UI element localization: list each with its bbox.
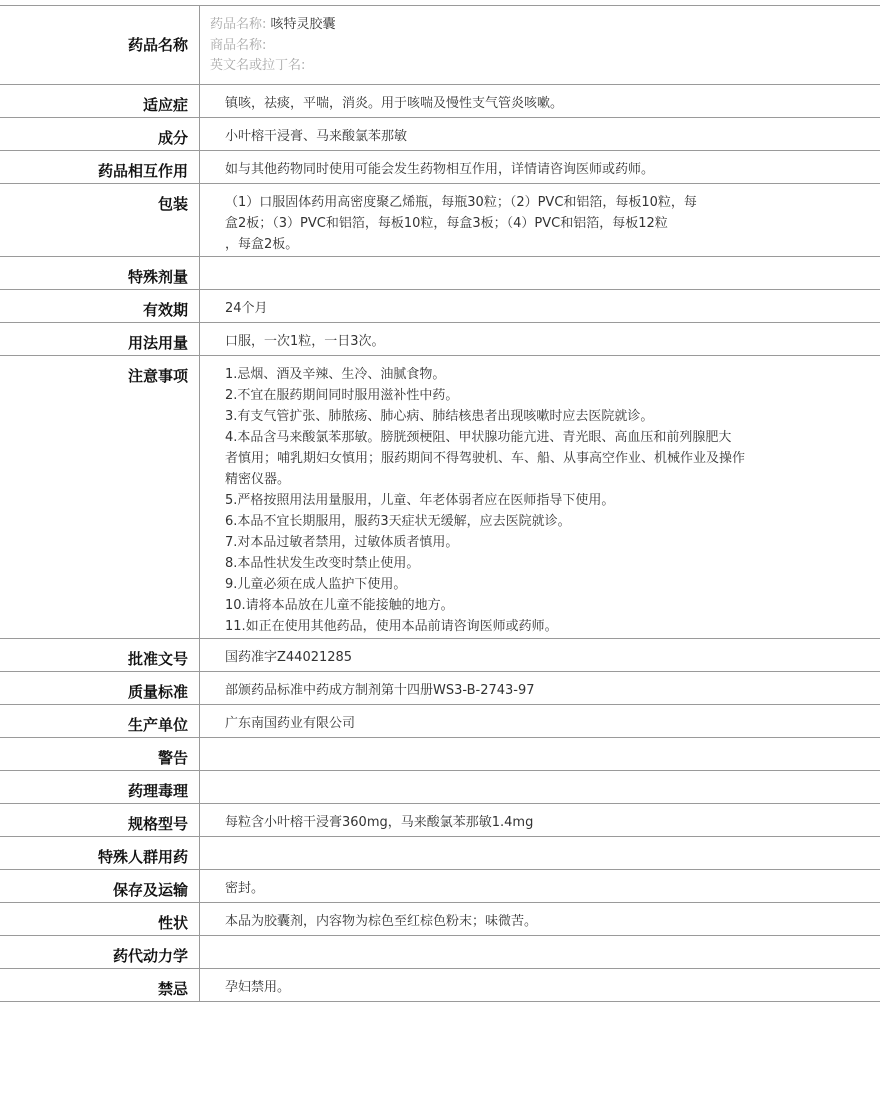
generic-name-value: 咳特灵胶囊 xyxy=(270,17,336,32)
row-interactions xyxy=(0,151,880,184)
precaution-line: 6.本品不宜长期服用，服药3天症状无缓解，应去医院就诊。 xyxy=(225,514,571,529)
row-value: 孕妇禁用。 xyxy=(225,980,291,995)
row-label: 性状 xyxy=(0,903,200,935)
row-special-populations xyxy=(0,837,880,870)
row-value: 密封。 xyxy=(225,881,265,896)
row-label: 包装 xyxy=(0,184,200,256)
row-label: 药品相互作用 xyxy=(0,151,200,183)
row-value: 如与其他药物同时使用可能会发生药物相互作用，详情请咨询医师或药师。 xyxy=(225,162,655,177)
row-contraindications xyxy=(0,969,880,1002)
precaution-line: 4.本品含马来酸氯苯那敏。膀胱颈梗阻、甲状腺功能亢进、青光眼、高血压和前列腺肥大 xyxy=(225,430,732,445)
precaution-line: 精密仪器。 xyxy=(225,472,291,487)
precaution-line: 10.请将本品放在儿童不能接触的地方。 xyxy=(225,598,454,613)
row-value: 国药准字Z44021285 xyxy=(225,650,353,665)
row-label: 特殊人群用药 xyxy=(0,837,200,869)
row-value: 部颁药品标准中药成方制剂第十四册WS3-B-2743-97 xyxy=(225,683,535,698)
row-label: 药理毒理 xyxy=(0,771,200,803)
row-label: 特殊剂量 xyxy=(0,257,200,289)
row-quality-standard xyxy=(0,672,880,705)
row-packaging xyxy=(0,184,880,257)
precaution-line: 7.对本品过敏者禁用，过敏体质者慎用。 xyxy=(225,535,459,550)
row-shelf-life xyxy=(0,290,880,323)
precaution-line: 8.本品性状发生改变时禁止使用。 xyxy=(225,556,420,571)
precaution-line: 1.忌烟、酒及辛辣、生冷、油腻食物。 xyxy=(225,367,446,382)
precaution-line: 2.不宜在服药期间同时服用滋补性中药。 xyxy=(225,388,459,403)
row-label: 质量标准 xyxy=(0,672,200,704)
generic-name-label: 药品名称: xyxy=(210,17,267,32)
row-indications xyxy=(0,85,880,118)
row-value: 广东南国药业有限公司 xyxy=(225,716,356,731)
row-label: 成分 xyxy=(0,118,200,150)
row-ingredients xyxy=(0,118,880,151)
row-label: 注意事项 xyxy=(0,356,200,638)
row-value xyxy=(200,837,880,869)
row-label: 规格型号 xyxy=(0,804,200,836)
row-label: 有效期 xyxy=(0,290,200,322)
row-label: 生产单位 xyxy=(0,705,200,737)
precaution-line: 11.如正在使用其他药品，使用本品前请咨询医师或药师。 xyxy=(225,619,558,634)
drug-spec-table xyxy=(0,5,880,1002)
row-pharmacology xyxy=(0,771,880,804)
english-name-label: 英文名或拉丁名: xyxy=(210,58,306,73)
precaution-line: 9.儿童必须在成人监护下使用。 xyxy=(225,577,407,592)
row-label: 适应症 xyxy=(0,85,200,117)
english-name-line xyxy=(210,56,860,77)
row-label: 用法用量 xyxy=(0,323,200,355)
row-pharmacokinetics xyxy=(0,936,880,969)
precaution-line: 者慎用；哺乳期妇女慎用；服药期间不得驾驶机、车、船、从事高空作业、机械作业及操作 xyxy=(225,451,746,466)
row-value xyxy=(200,936,880,968)
row-label: 警告 xyxy=(0,738,200,770)
precaution-line: 3.有支气管扩张、肺脓疡、肺心病、肺结核患者出现咳嗽时应去医院就诊。 xyxy=(225,409,654,424)
trade-name-label: 商品名称: xyxy=(210,37,267,53)
row-description xyxy=(0,903,880,936)
row-value: 口服，一次1粒，一日3次。 xyxy=(225,334,385,349)
row-label: 禁忌 xyxy=(0,969,200,1001)
packaging-line: （1）口服固体药用高密度聚乙烯瓶，每瓶30粒；（2）PVC和铝箔，每板10粒，每 xyxy=(225,195,697,210)
row-label: 保存及运输 xyxy=(0,870,200,902)
row-label: 药代动力学 xyxy=(0,936,200,968)
row-warning xyxy=(0,738,880,771)
row-value xyxy=(200,257,880,289)
row-label: 药品名称 xyxy=(0,6,200,84)
row-approval-number xyxy=(0,639,880,672)
precaution-line: 5.严格按照用法用量服用，儿童、年老体弱者应在医师指导下使用。 xyxy=(225,493,615,508)
row-manufacturer xyxy=(0,705,880,738)
row-label: 批准文号 xyxy=(0,639,200,671)
row-value: 本品为胶囊剂，内容物为棕色至红棕色粉末；味微苦。 xyxy=(225,914,538,929)
row-dosage xyxy=(0,323,880,356)
packaging-line: ，每盒2板。 xyxy=(225,237,299,252)
row-specification xyxy=(0,804,880,837)
row-value: 每粒含小叶榕干浸膏360mg，马来酸氯苯那敏1.4mg xyxy=(225,815,534,830)
generic-name-line xyxy=(210,15,860,36)
row-special-dosage xyxy=(0,257,880,290)
row-value xyxy=(200,771,880,803)
row-drug-name xyxy=(0,6,880,85)
row-value xyxy=(200,6,880,84)
row-value: 镇咳，祛痰，平喘，消炎。用于咳喘及慢性支气管炎咳嗽。 xyxy=(225,96,564,111)
row-value xyxy=(200,184,880,256)
row-value xyxy=(200,356,880,638)
packaging-line: 盒2板；（3）PVC和铝箔，每板10粒，每盒3板；（4）PVC和铝箔，每板12粒 xyxy=(225,216,668,231)
row-value: 24个月 xyxy=(225,301,268,316)
row-value xyxy=(200,738,880,770)
row-value: 小叶榕干浸膏、马来酸氯苯那敏 xyxy=(225,129,408,144)
trade-name-line xyxy=(210,36,860,57)
row-precautions xyxy=(0,356,880,639)
row-storage xyxy=(0,870,880,903)
